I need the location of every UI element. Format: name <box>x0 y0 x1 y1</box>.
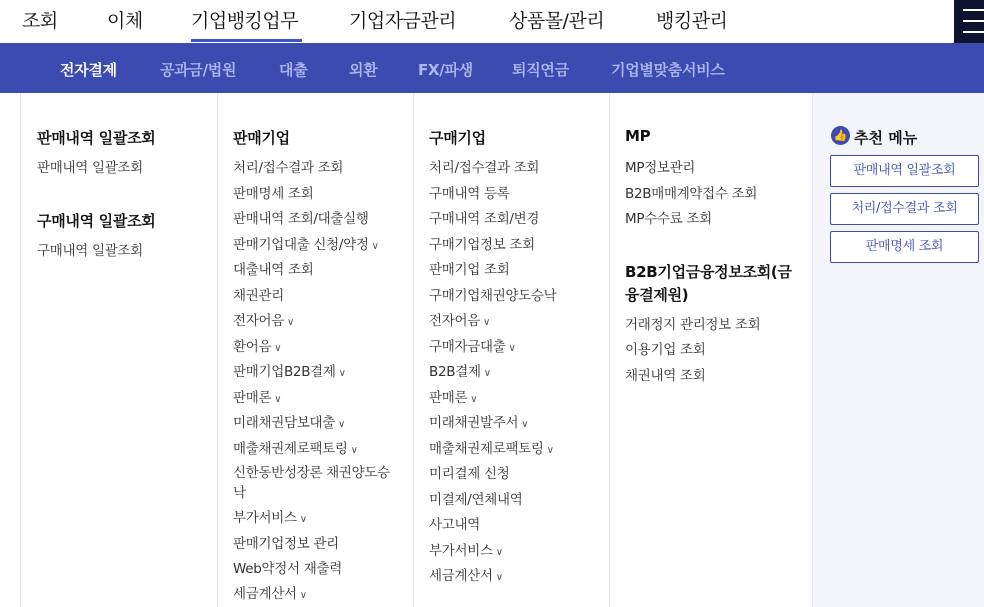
menu-link-expandable[interactable] <box>429 386 477 406</box>
menu-link-label: 미래채권담보대출 <box>233 415 335 431</box>
chevron-down-icon: ∨ <box>337 419 345 430</box>
menu-link-expandable[interactable] <box>429 564 503 584</box>
menu-link[interactable]: 판매내역 일괄조회 <box>37 160 143 176</box>
chevron-down-icon: ∨ <box>274 394 282 405</box>
menu-link[interactable]: 구매내역 조회/변경 <box>429 211 540 227</box>
menu-link-label: 세금계산서 <box>233 586 297 602</box>
chevron-down-icon: ∨ <box>495 547 503 558</box>
menu-link-label: 부가서비스 <box>429 543 493 559</box>
group-title-sales-summary: 판매내역 일괄조회 <box>37 129 156 147</box>
menu-column-summary <box>21 93 217 607</box>
group-title-mp: MP <box>625 127 651 145</box>
menu-link[interactable]: 대출내역 조회 <box>233 262 314 278</box>
group-title-b2b-finance-cont: 융결제원) <box>625 286 689 304</box>
menu-link-expandable[interactable] <box>233 233 379 253</box>
chevron-down-icon: ∨ <box>546 445 554 456</box>
menu-link[interactable]: 구매내역 일괄조회 <box>37 243 143 259</box>
menu-link-expandable[interactable] <box>429 539 503 559</box>
menu-link-expandable[interactable] <box>233 582 307 602</box>
recommended-button[interactable]: 처리/접수결과 조회 <box>830 193 979 225</box>
menu-link-label: 전자어음 <box>233 313 284 329</box>
menu-link[interactable]: 사고내역 <box>429 517 480 533</box>
group-title-b2b-finance: B2B기업금융정보조회(금 <box>625 263 792 281</box>
menu-link[interactable]: 구매내역 등록 <box>429 186 510 202</box>
menu-link-label: 부가서비스 <box>233 510 297 526</box>
menu-link-expandable[interactable] <box>233 360 346 380</box>
tab-foreign-exchange[interactable]: 외환 <box>349 61 378 79</box>
nav-inquiry[interactable]: 조회 <box>22 10 58 32</box>
menu-link[interactable]: 이용기업 조회 <box>625 342 706 358</box>
menu-link-label: B2B결제 <box>429 364 481 380</box>
recommended-button[interactable]: 판매명세 조회 <box>830 231 979 263</box>
menu-link[interactable]: 판매기업정보 관리 <box>233 536 339 552</box>
chevron-down-icon: ∨ <box>371 241 379 252</box>
menu-link[interactable]: 채권관리 <box>233 288 284 304</box>
chevron-down-icon: ∨ <box>338 368 346 379</box>
menu-link[interactable]: Web약정서 재출력 <box>233 561 342 577</box>
menu-link[interactable]: 판매기업 조회 <box>429 262 510 278</box>
menu-link-label: 세금계산서 <box>429 568 493 584</box>
hamburger-menu-icon[interactable] <box>954 0 984 43</box>
chevron-down-icon: ∨ <box>483 368 491 379</box>
chevron-down-icon: ∨ <box>508 343 516 354</box>
nav-banking-management[interactable]: 뱅킹관리 <box>656 10 728 32</box>
tab-fx-derivatives[interactable]: FX/파생 <box>418 61 473 79</box>
chevron-down-icon: ∨ <box>350 445 358 456</box>
tab-retirement-pension[interactable]: 퇴직연금 <box>512 61 569 79</box>
tab-loans[interactable]: 대출 <box>279 61 308 79</box>
menu-link-expandable[interactable] <box>233 437 358 457</box>
menu-link-expandable[interactable] <box>429 437 554 457</box>
menu-link[interactable]: 미결제/연체내역 <box>429 492 523 508</box>
chevron-down-icon: ∨ <box>521 419 529 430</box>
menu-link-label: 매출채권제로팩토링 <box>233 441 348 457</box>
menu-link-expandable[interactable] <box>429 309 490 329</box>
menu-link-expandable[interactable] <box>429 411 528 431</box>
menu-link[interactable]: 처리/접수결과 조회 <box>429 160 540 176</box>
menu-link[interactable]: 판매명세 조회 <box>233 186 314 202</box>
menu-link-label: 미래채권발주서 <box>429 415 519 431</box>
main-nav <box>0 0 984 43</box>
menu-link[interactable]: 미리결제 신청 <box>429 466 510 482</box>
menu-link-expandable[interactable] <box>233 309 294 329</box>
menu-link-label: 전자어음 <box>429 313 480 329</box>
menu-link-continued[interactable]: 낙 <box>233 485 246 501</box>
group-title-purchase-summary: 구매내역 일괄조회 <box>37 212 156 230</box>
menu-link[interactable]: 채권내역 조회 <box>625 368 706 384</box>
menu-link-label: 판매기업대출 신청/약정 <box>233 237 369 253</box>
active-nav-underline <box>191 39 302 42</box>
menu-link-expandable[interactable] <box>233 411 345 431</box>
menu-link-expandable[interactable] <box>233 335 281 355</box>
menu-link-expandable[interactable] <box>429 360 491 380</box>
tab-public-fees[interactable]: 공과금/법원 <box>160 61 237 79</box>
menu-column-seller <box>217 93 413 607</box>
recommended-title: 추천 메뉴 <box>854 129 918 147</box>
chevron-down-icon: ∨ <box>286 317 294 328</box>
menu-link-label: 매출채권제로팩토링 <box>429 441 544 457</box>
menu-link[interactable]: 거래정지 관리정보 조회 <box>625 317 761 333</box>
menu-link-label: 판매론 <box>429 390 468 406</box>
chevron-down-icon: ∨ <box>495 572 503 583</box>
nav-product-mall[interactable]: 상품몰/관리 <box>509 10 605 32</box>
group-title-buyer: 구매기업 <box>429 129 486 147</box>
chevron-down-icon: ∨ <box>470 394 478 405</box>
menu-column-mp <box>609 93 812 607</box>
menu-link[interactable]: 판매내역 조회/대출실행 <box>233 211 369 227</box>
menu-link-expandable[interactable] <box>233 386 281 406</box>
menu-link-label: 구매자금대출 <box>429 339 506 355</box>
menu-link[interactable]: 구매기업채권양도승낙 <box>429 288 557 304</box>
menu-link-label: 환어음 <box>233 339 272 355</box>
menu-link[interactable]: 처리/접수결과 조회 <box>233 160 344 176</box>
menu-link-expandable[interactable] <box>429 335 515 355</box>
chevron-down-icon: ∨ <box>482 317 490 328</box>
sub-nav <box>0 43 984 93</box>
menu-link[interactable]: 신한동반성장론 채권양도승 <box>233 465 390 481</box>
menu-column-buyer <box>413 93 609 607</box>
chevron-down-icon: ∨ <box>299 514 307 525</box>
recommended-menu-panel <box>812 93 984 607</box>
nav-transfer[interactable]: 이체 <box>107 10 143 32</box>
thumbs-up-icon: 👍 <box>831 126 850 145</box>
group-title-seller: 판매기업 <box>233 129 290 147</box>
recommended-button[interactable]: 판매내역 일괄조회 <box>830 155 979 187</box>
chevron-down-icon: ∨ <box>274 343 282 354</box>
menu-link-label: 판매론 <box>233 390 272 406</box>
menu-link-label: 판매기업B2B결제 <box>233 364 336 380</box>
menu-link[interactable]: 구매기업정보 조회 <box>429 237 535 253</box>
chevron-down-icon: ∨ <box>299 590 307 601</box>
menu-link[interactable]: B2B매매계약접수 조회 <box>625 186 758 202</box>
tab-custom-services[interactable]: 기업별맞춤서비스 <box>611 61 725 79</box>
tab-electronic-payment[interactable]: 전자결제 <box>60 61 117 79</box>
menu-link[interactable]: MP수수료 조회 <box>625 211 712 227</box>
nav-corporate-banking[interactable]: 기업뱅킹업무 <box>191 10 299 32</box>
menu-link[interactable]: MP정보관리 <box>625 160 696 176</box>
menu-link-expandable[interactable] <box>233 506 307 526</box>
nav-fund-management[interactable]: 기업자금관리 <box>349 10 457 32</box>
